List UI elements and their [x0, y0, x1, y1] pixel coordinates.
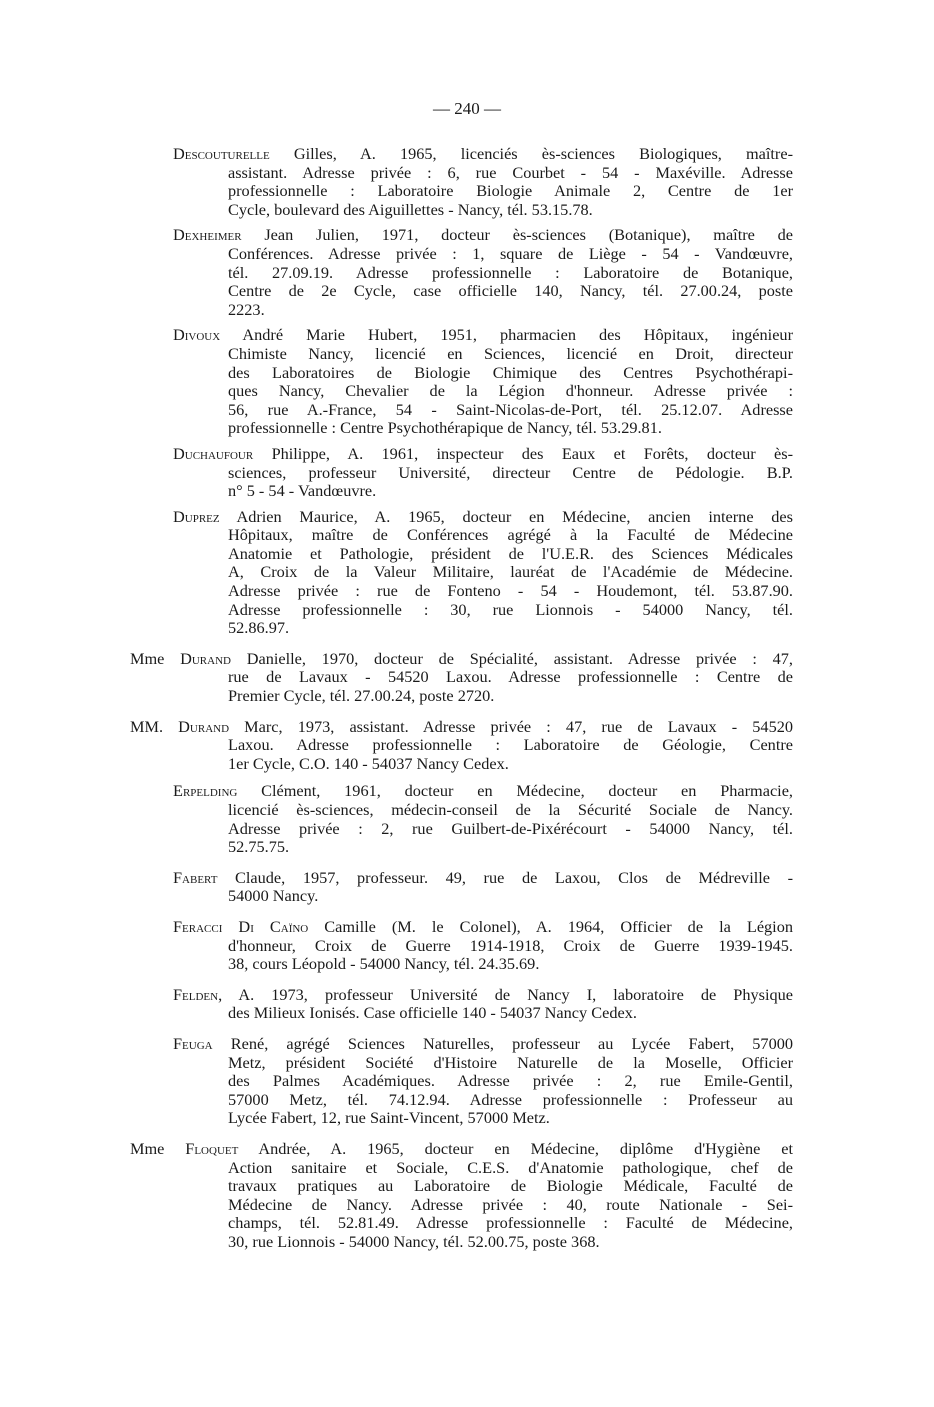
entry-line: Hôpitaux, maître de Conférences agrégé à la Faculté de Médecine — [228, 525, 793, 545]
entry-line: travaux pratiques au Laboratoire de Biologie Médicale, Faculté de — [228, 1176, 793, 1196]
entry-surname: Floquet — [185, 1138, 239, 1158]
directory-entry — [173, 326, 793, 438]
entry-first-line — [130, 718, 793, 737]
entry-text: Andrée, A. 1965, docteur en Médecine, diplôme d'Hygiène et — [238, 1138, 793, 1158]
directory-entry — [173, 226, 793, 319]
entry-line: A, Croix de la Valeur Militaire, lauréat de l'Académie de Médecine. — [228, 562, 793, 582]
entry-line: Anatomie et Pathologie, président de l'U.E.R. des Sciences Médicales — [228, 543, 793, 563]
entry-line: Adresse privée : rue de Fonteno - 54 - Houdemont, tél. 53.87.90. — [228, 581, 793, 601]
entry-first-line — [173, 226, 793, 245]
entry-first-line — [173, 782, 793, 801]
entry-title-prefix: Mme — [130, 648, 181, 668]
entry-line: Premier Cycle, tél. 27.00.24, poste 2720. — [228, 686, 495, 706]
entry-surname: Duprez — [173, 506, 220, 526]
entry-first-line — [173, 918, 793, 937]
entry-text: Marc, 1973, assistant. Adresse privée : 47, rue de Lavaux - 54520 — [229, 716, 793, 736]
entry-line: Metz, président Société d'Histoire Naturelle de la Moselle, Officier — [228, 1052, 793, 1072]
entry-first-line — [173, 445, 793, 464]
entry-line: ques Nancy, Chevalier de la Légion d'honneur. Adresse privée : — [228, 381, 793, 401]
entry-surname: Descouturelle — [173, 144, 270, 163]
entry-line: tél. 27.09.19. Adresse professionnelle : Laboratoire de Botanique, — [228, 262, 793, 282]
directory-entry — [173, 869, 793, 906]
entry-line: sciences, professeur Université, directeur Centre de Pédologie. B.P. — [228, 462, 793, 482]
directory-entry — [173, 145, 793, 219]
entry-line: Chimiste Nancy, licencié en Sciences, licencié en Droit, directeur — [228, 343, 793, 363]
entry-line: des Laboratoires de Biologie Chimique des Centres Psychothérapi- — [228, 362, 793, 382]
entry-first-line — [130, 1140, 793, 1159]
entry-text: Jean Julien, 1971, docteur ès-sciences (Botanique), maître de — [241, 225, 793, 245]
entry-line: licencié ès-sciences, médecin-conseil de la Sécurité Sociale de Nancy. — [228, 800, 793, 819]
entry-line: Lycée Fabert, 12, rue Saint-Vincent, 57000 Metz. — [228, 1108, 550, 1128]
entry-line: assistant. Adresse privée : 6, rue Courbet - 54 - Maxéville. Adresse — [228, 162, 793, 182]
entry-surname: Erpelding — [173, 781, 238, 801]
entry-line: professionnelle : Laboratoire Biologie Animale 2, Centre de 1er — [228, 181, 793, 201]
entry-text: Gilles, A. 1965, licenciés ès-sciences Biologiques, maître- — [269, 144, 793, 163]
entry-first-line — [173, 326, 793, 345]
entry-line: champs, tél. 52.81.49. Adresse professionnelle : Faculté de Médecine, — [228, 1213, 793, 1233]
entry-line: Conférences. Adresse privée : 1, square de Liège - 54 - Vandœuvre, — [228, 243, 793, 263]
entry-text: Clément, 1961, docteur en Médecine, docteur en Pharmacie, — [237, 781, 793, 801]
entry-line: Cycle, boulevard des Aiguillettes - Nancy, tél. 53.15.78. — [228, 199, 593, 219]
entry-surname: Duchaufour — [173, 443, 254, 463]
entry-title-prefix: Mme — [130, 1138, 186, 1158]
entry-line: d'honneur, Croix de Guerre 1914-1918, Croix de Guerre 1939-1945. — [228, 935, 793, 955]
entry-surname: Fabert — [173, 867, 218, 887]
entry-text: René, agrégé Sciences Naturelles, professeur au Lycée Fabert, 57000 — [212, 1033, 793, 1053]
directory-entry — [173, 1035, 793, 1128]
directory-entry — [130, 718, 793, 774]
entry-line: 30, rue Lionnois - 54000 Nancy, tél. 52.00.75, poste 368. — [228, 1231, 600, 1251]
entry-surname: Durand — [180, 648, 231, 668]
entry-line: Action sanitaire et Sociale, C.E.S. d'Anatomie pathologique, chef de — [228, 1157, 793, 1177]
entry-first-line — [173, 508, 793, 527]
entry-line: 1er Cycle, C.O. 140 - 54037 Nancy Cedex. — [228, 753, 509, 773]
entry-line: Adresse privée : 2, rue Guilbert-de-Pixérécourt - 54000 Nancy, tél. — [228, 818, 793, 838]
entry-surname: Feuga — [173, 1033, 213, 1053]
entry-line: professionnelle : Centre Psychothérapique de Nancy, tél. 53.29.81. — [228, 418, 662, 438]
entry-line: 38, cours Léopold - 54000 Nancy, tél. 24.35.69. — [228, 954, 540, 974]
entry-first-line — [173, 869, 793, 888]
directory-entry — [173, 918, 793, 974]
entry-line: rue de Lavaux - 54520 Laxou. Adresse professionnelle : Centre de — [228, 667, 793, 687]
entry-surname: Divoux — [173, 325, 221, 345]
entry-first-line — [173, 1035, 793, 1054]
entry-surname: Feracci Di Caïno — [173, 916, 309, 936]
directory-entry — [173, 508, 793, 638]
entry-text: Philippe, A. 1961, inspecteur des Eaux et Forêts, docteur ès- — [253, 443, 793, 463]
entry-line: Laxou. Adresse professionnelle : Laboratoire de Géologie, Centre — [228, 735, 793, 755]
entry-line: 57000 Metz, tél. 74.12.94. Adresse professionnelle : Professeur au — [228, 1089, 793, 1109]
entry-text: Adrien Maurice, A. 1965, docteur en Médecine, ancien interne des — [219, 506, 793, 526]
entry-text: Camille (M. le Colonel), A. 1964, Officier de la Légion — [308, 916, 793, 936]
directory-entry — [173, 445, 793, 501]
directory-entry — [173, 782, 793, 856]
entry-text: André Marie Hubert, 1951, pharmacien des Hôpitaux, ingénieur — [220, 325, 793, 345]
entry-line: 2223. — [228, 299, 265, 319]
entry-first-line — [130, 650, 793, 669]
entry-line: Centre de 2e Cycle, case officielle 140, Nancy, tél. 27.00.24, poste — [228, 281, 793, 301]
directory-entry — [130, 1140, 793, 1252]
entry-text: Danielle, 1970, docteur de Spécialité, assistant. Adresse privée : 47, — [230, 648, 793, 668]
entry-line: 52.86.97. — [228, 618, 290, 638]
entry-line: des Milieux Ionisés. Case officielle 140 - 54037 Nancy Cedex. — [228, 1003, 637, 1023]
entry-line: 56, rue A.-France, 54 - Saint-Nicolas-de-Port, tél. 25.12.07. Adresse — [228, 399, 793, 419]
entry-text: , A. 1973, professeur Université de Nancy I, laboratoire de Physique — [218, 984, 793, 1004]
entry-line: n° 5 - 54 - Vandœuvre. — [228, 481, 377, 501]
entry-text: Claude, 1957, professeur. 49, rue de Laxou, Clos de Médreville - — [217, 867, 793, 887]
entry-first-line — [173, 145, 793, 164]
directory-entry — [130, 650, 793, 706]
entry-title-prefix: MM. — [130, 716, 179, 736]
page-number: — 240 — — [433, 99, 501, 118]
entry-line: Adresse professionnelle : 30, rue Lionnois - 54000 Nancy, tél. — [228, 599, 793, 619]
entry-line: Médecine de Nancy. Adresse privée : 40, route Nationale - Sei- — [228, 1194, 793, 1214]
entry-first-line — [173, 986, 793, 1005]
entry-surname: Felden — [173, 984, 219, 1004]
entry-line: des Palmes Académiques. Adresse privée : 2, rue Emile-Gentil, — [228, 1071, 793, 1091]
entry-surname: Dexheimer — [173, 225, 242, 245]
entry-line: 52.75.75. — [228, 837, 290, 857]
entry-line: 54000 Nancy. — [228, 886, 319, 906]
directory-entries — [0, 145, 934, 1251]
entry-surname: Durand — [178, 716, 230, 736]
directory-entry — [173, 986, 793, 1023]
